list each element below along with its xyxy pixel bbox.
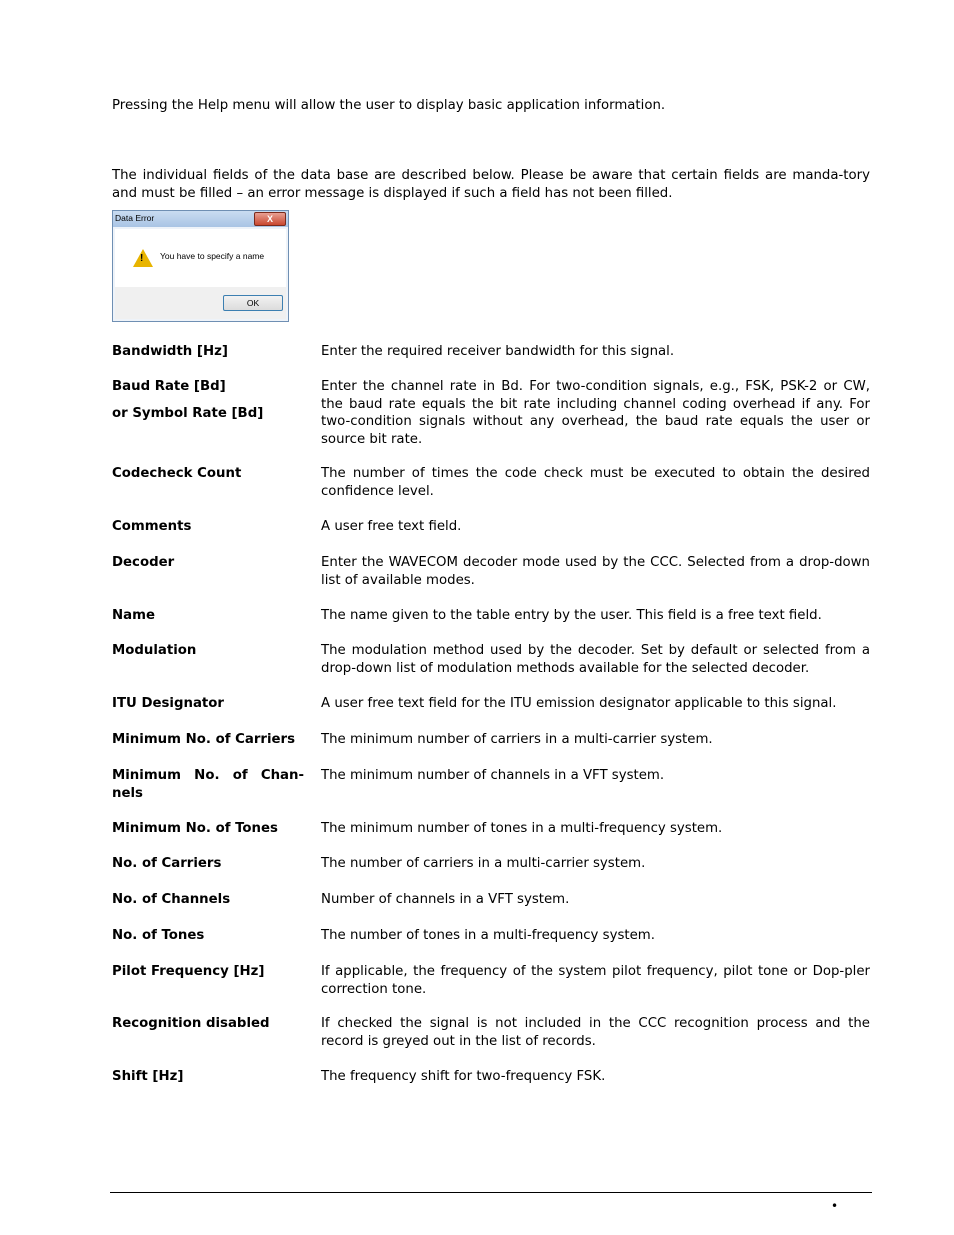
field-term: Pilot Frequency [Hz]	[112, 964, 265, 979]
field-description: Enter the WAVECOM decoder mode used by the CCC. Selected from a drop-down list of available modes.	[321, 555, 870, 588]
field-description: The name given to the table entry by the user. This field is a free text field.	[321, 608, 822, 623]
dialog-footer	[115, 287, 286, 319]
footer-rule	[110, 1192, 872, 1193]
field-term: Decoder	[112, 555, 175, 570]
field-term: Baud Rate [Bd]	[112, 379, 226, 394]
ok-button[interactable]: OK	[223, 295, 283, 311]
field-term: Minimum No. of Carriers	[112, 732, 296, 747]
field-description: If applicable, the frequency of the system pilot frequency, pilot tone or Dop-pler correction tone.	[321, 964, 870, 997]
close-icon[interactable]: X	[254, 212, 286, 226]
field-term: No. of Channels	[112, 892, 231, 907]
field-term: Minimum No. of Chan-nels	[112, 768, 304, 801]
footer-bullet: •	[831, 1199, 839, 1213]
field-description: The frequency shift for two-frequency FSK.	[321, 1069, 606, 1084]
field-description: Number of channels in a VFT system.	[321, 892, 570, 907]
dialog-titlebar	[113, 211, 288, 227]
field-term: Bandwidth [Hz]	[112, 344, 228, 359]
field-term: Codecheck Count	[112, 466, 242, 481]
field-term: Recognition disabled	[112, 1016, 270, 1031]
field-term: Minimum No. of Tones	[112, 821, 278, 836]
field-term: Shift [Hz]	[112, 1069, 184, 1084]
field-description: The minimum number of tones in a multi-frequency system.	[321, 821, 723, 836]
field-description: The modulation method used by the decoder. Set by default or selected from a drop-down list of modulation methods available for the selected decoder.	[321, 643, 870, 676]
data-error-dialog	[112, 210, 289, 322]
fields-intro-paragraph: The individual fields of the data base are described below. Please be aware that certain fields are manda-tory and must be filled – an error message is displayed if such a field has not been filled.	[112, 168, 870, 201]
field-description: The number of times the code check must be executed to obtain the desired confidence level.	[321, 466, 870, 499]
field-description: The minimum number of channels in a VFT system.	[321, 768, 665, 783]
field-description: The number of tones in a multi-frequency system.	[321, 928, 655, 943]
field-term: or Symbol Rate [Bd]	[112, 405, 264, 421]
dialog-message: You have to specify a name	[160, 251, 265, 261]
field-description: The minimum number of carriers in a multi-carrier system.	[321, 732, 713, 747]
field-term: Comments	[112, 519, 192, 534]
field-term: No. of Tones	[112, 928, 205, 943]
dialog-title: Data Error	[115, 213, 155, 223]
help-menu-paragraph: Pressing the Help menu will allow the user to display basic application information.	[112, 98, 666, 113]
field-term: Modulation	[112, 643, 197, 658]
field-description: A user free text field.	[321, 519, 462, 534]
field-description: Enter the channel rate in Bd. For two-condition signals, e.g., FSK, PSK-2 or CW, the baud rate equals the bit rate including channel coding overhead if any. For two-condition signals without any overhead, the baud rate equals the user or source bit rate.	[321, 379, 870, 447]
field-description: A user free text field for the ITU emission designator applicable to this signal.	[321, 696, 837, 711]
field-description: Enter the required receiver bandwidth for this signal.	[321, 344, 675, 359]
field-term: No. of Carriers	[112, 856, 222, 871]
field-description: The number of carriers in a multi-carrier system.	[321, 856, 646, 871]
field-term: ITU Designator	[112, 696, 224, 711]
dialog-body: ! You have to specify a name	[115, 229, 286, 287]
field-term: Name	[112, 608, 155, 623]
field-description: If checked the signal is not included in the CCC recognition process and the record is greyed out in the list of records.	[321, 1016, 870, 1049]
